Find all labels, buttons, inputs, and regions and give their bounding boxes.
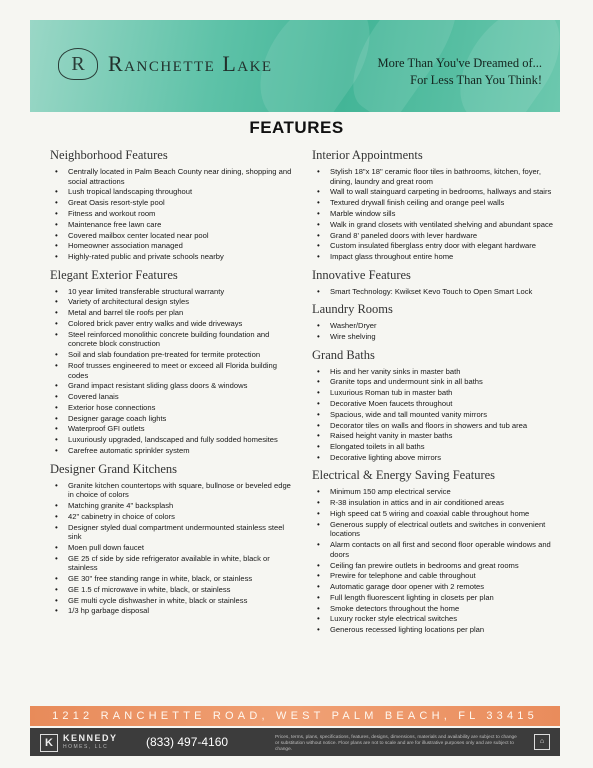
- page-title: FEATURES: [249, 118, 344, 137]
- feature-item: • Great Oasis resort-style pool: [50, 198, 295, 208]
- feature-item: • Grand 8' paneled doors with lever hardware: [312, 231, 562, 241]
- equal-housing-icon: ⌂: [534, 734, 550, 750]
- address-bar: 1212 RANCHETTE ROAD, WEST PALM BEACH, FL 33415: [30, 706, 560, 726]
- left-column: [50, 148, 295, 622]
- feature-item: • Homeowner association managed: [50, 241, 295, 251]
- section-title: Elegant Exterior Features: [50, 267, 178, 282]
- tagline-line-2: For Less Than You Think!: [410, 73, 542, 87]
- feature-item: • Variety of architectural design styles: [50, 297, 295, 307]
- feature-item: • Designer styled dual compartment undermounted stainless steel sink: [50, 523, 295, 542]
- feature-item: • Moen pull down faucet: [50, 543, 295, 553]
- feature-item: • Colored brick paver entry walks and wide driveways: [50, 319, 295, 329]
- section-title: Neighborhood Features: [50, 148, 168, 162]
- feature-item: • Decorative lighting above mirrors: [312, 453, 562, 463]
- feature-item: • Designer garage coach lights: [50, 414, 295, 424]
- section-innovative-features: [312, 268, 562, 297]
- section-elegant-exterior-features: [50, 268, 295, 456]
- section-title: Innovative Features: [312, 267, 411, 282]
- section-designer-grand-kitchens: [50, 462, 295, 616]
- feature-item: • 1/3 hp garbage disposal: [50, 606, 295, 616]
- feature-item: • Exterior hose connections: [50, 403, 295, 413]
- footer-bar: [30, 728, 560, 756]
- feature-item: • High speed cat 5 wiring and coaxial cable throughout home: [312, 509, 562, 519]
- ranchette-lake-logo-icon: R: [58, 48, 98, 80]
- feature-item: • His and her vanity sinks in master bath: [312, 367, 562, 377]
- disclaimer: Prices, terms, plans, specifications, features, designs, dimensions, materials and availability are subject to change or substitution without notice. Floor plans are not to scale and are for illustrative purposes only and are subject to change.: [275, 735, 517, 752]
- feature-item: • GE multi cycle dishwasher in white, black or stainless: [50, 596, 295, 606]
- feature-item: • Automatic garage door opener with 2 remotes: [312, 582, 562, 592]
- feature-item: • Soil and slab foundation pre-treated for termite protection: [50, 350, 295, 360]
- feature-item: • Carefree automatic sprinkler system: [50, 446, 295, 456]
- feature-item: • Centrally located in Palm Beach County near dining, shopping and social attractions: [50, 167, 295, 186]
- feature-item: • Matching granite 4" backsplash: [50, 501, 295, 511]
- feature-list: [50, 167, 295, 262]
- section-title: Interior Appointments: [312, 148, 423, 162]
- feature-item: • Custom insulated fiberglass entry door with elegant hardware: [312, 241, 562, 251]
- feature-item: • Fitness and workout room: [50, 209, 295, 219]
- feature-item: • Highly-rated public and private schools nearby: [50, 252, 295, 262]
- feature-item: • 42" cabinetry in choice of colors: [50, 512, 295, 522]
- section-laundry-rooms: [312, 302, 562, 341]
- tagline-line-1: More Than You've Dreamed of...: [377, 56, 542, 70]
- feature-item: • GE 30" free standing range in white, black, or stainless: [50, 574, 295, 584]
- feature-item: • Wall to wall stainguard carpeting in bedrooms, hallways and stairs: [312, 187, 562, 197]
- company-subtitle: HOMES, LLC: [63, 744, 109, 750]
- feature-item: • Smart Technology: Kwikset Kevo Touch to Open Smart Lock: [312, 287, 562, 297]
- section-electrical-energy-saving-features: [312, 468, 562, 634]
- feature-item: • Grand impact resistant sliding glass doors & windows: [50, 381, 295, 391]
- feature-item: • Walk in grand closets with ventilated shelving and abundant space: [312, 220, 562, 230]
- feature-item: • 10 year limited transferable structural warranty: [50, 287, 295, 297]
- feature-item: • Granite kitchen countertops with square, bullnose or beveled edge in choice of colors: [50, 481, 295, 500]
- feature-item: • Luxurious Roman tub in master bath: [312, 388, 562, 398]
- kennedy-logo-icon: K: [40, 734, 58, 752]
- feature-item: • Decorative Moen faucets throughout: [312, 399, 562, 409]
- brand-name: Ranchette Lake: [108, 51, 273, 76]
- feature-list: [312, 287, 562, 297]
- feature-list: [50, 287, 295, 456]
- phone-number[interactable]: (833) 497-4160: [146, 735, 229, 749]
- feature-item: • Generous recessed lighting locations per plan: [312, 625, 562, 635]
- feature-item: • Metal and barrel tile roofs per plan: [50, 308, 295, 318]
- feature-item: • Textured drywall finish ceiling and orange peel walls: [312, 198, 562, 208]
- feature-list: [312, 167, 562, 262]
- tagline: [378, 55, 543, 89]
- feature-item: • Marble window sills: [312, 209, 562, 219]
- feature-item: • Stylish 18"x 18" ceramic floor tiles in bathrooms, kitchen, foyer, dining, laundry and great room: [312, 167, 562, 186]
- feature-list: [312, 487, 562, 634]
- company-name: KENNEDY: [63, 733, 118, 743]
- feature-item: • GE 25 cf side by side refrigerator available in white, black or stainless: [50, 554, 295, 573]
- feature-item: • Minimum 150 amp electrical service: [312, 487, 562, 497]
- section-interior-appointments: [312, 148, 562, 262]
- feature-item: • Spacious, wide and tall mounted vanity mirrors: [312, 410, 562, 420]
- feature-list: [312, 321, 562, 341]
- section-title: Grand Baths: [312, 347, 375, 362]
- feature-item: • GE 1.5 cf microwave in white, black, or stainless: [50, 585, 295, 595]
- feature-list: [50, 481, 295, 616]
- feature-item: • Impact glass throughout entire home: [312, 252, 562, 262]
- feature-item: • Waterproof GFI outlets: [50, 424, 295, 434]
- feature-item: • Smoke detectors throughout the home: [312, 604, 562, 614]
- feature-item: • Washer/Dryer: [312, 321, 562, 331]
- feature-item: • Prewire for telephone and cable throughout: [312, 571, 562, 581]
- feature-item: • Ceiling fan prewire outlets in bedrooms and great rooms: [312, 561, 562, 571]
- feature-item: • Generous supply of electrical outlets and switches in convenient locations: [312, 520, 562, 539]
- feature-item: • Maintenance free lawn care: [50, 220, 295, 230]
- feature-item: • Elongated toilets in all baths: [312, 442, 562, 452]
- feature-item: • Luxuriously upgraded, landscaped and fully sodded homesites: [50, 435, 295, 445]
- feature-item: • R-38 insulation in attics and in air conditioned areas: [312, 498, 562, 508]
- brand-logo: [58, 48, 273, 80]
- feature-item: • Roof trusses engineered to meet or exceed all Florida building codes: [50, 361, 295, 380]
- feature-item: • Granite tops and undermount sink in all baths: [312, 377, 562, 387]
- feature-item: • Covered lanais: [50, 392, 295, 402]
- section-title: Laundry Rooms: [312, 302, 393, 317]
- section-neighborhood-features: [50, 148, 295, 262]
- feature-item: • Lush tropical landscaping throughout: [50, 187, 295, 197]
- section-grand-baths: [312, 348, 562, 463]
- feature-list: [312, 367, 562, 463]
- section-title: Designer Grand Kitchens: [50, 461, 178, 476]
- feature-item: • Alarm contacts on all first and second floor operable windows and doors: [312, 540, 562, 559]
- feature-item: • Decorator tiles on walls and floors in showers and tub area: [312, 421, 562, 431]
- right-column: [312, 148, 562, 641]
- feature-item: • Steel reinforced monolithic concrete building foundation and concrete block construction: [50, 330, 295, 349]
- feature-item: • Raised height vanity in master baths: [312, 431, 562, 441]
- header-banner: [30, 20, 560, 112]
- feature-item: • Wire shelving: [312, 332, 562, 342]
- feature-item: • Full length fluorescent lighting in closets per plan: [312, 593, 562, 603]
- feature-item: • Covered mailbox center located near pool: [50, 231, 295, 241]
- feature-item: • Luxury rocker style electrical switches: [312, 614, 562, 624]
- section-title: Electrical & Energy Saving Features: [312, 468, 496, 483]
